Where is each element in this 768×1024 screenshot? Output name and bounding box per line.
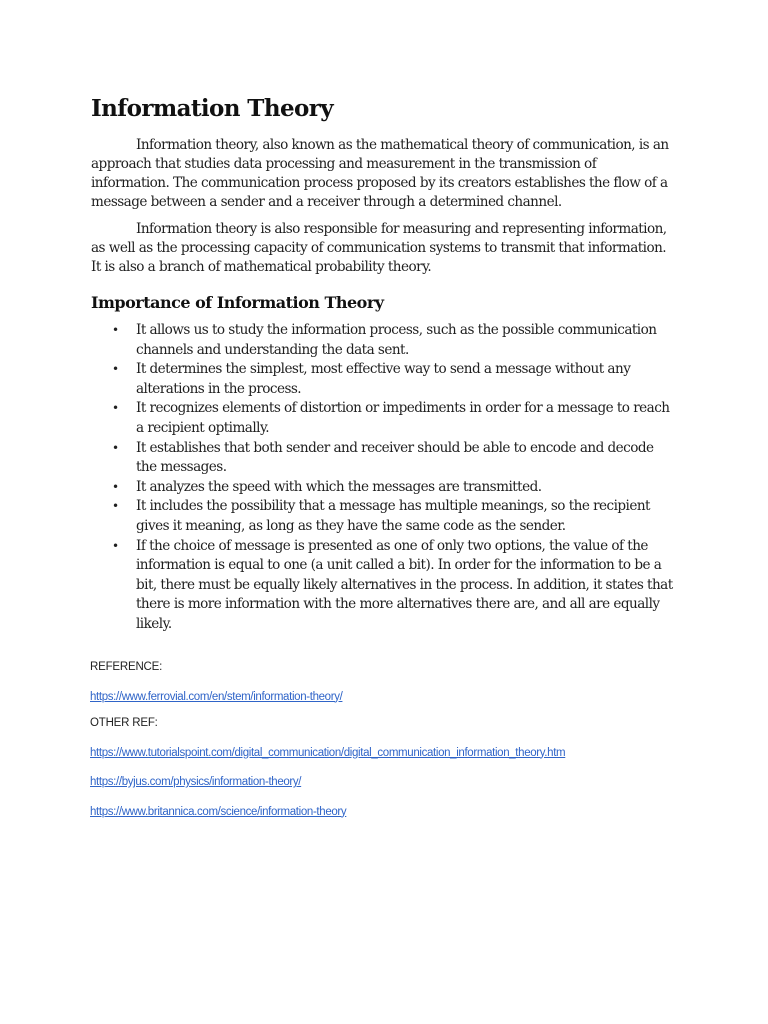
intro-paragraph: Information theory, also known as the mathematical theory of communication, is an approach that studies data processing and measurement in the transmission of information. The communication process proposed by its creators establishes the flow of a message between a sender and a receiver through a determined channel. [91, 137, 669, 210]
list-item [91, 321, 673, 360]
bullet-icon: • [112, 440, 119, 455]
list-item [91, 497, 673, 536]
other-link-row [90, 741, 710, 762]
reference-link-row [90, 685, 710, 706]
other-link-row [90, 770, 710, 791]
second-paragraph: Information theory is also responsible for measuring and representing information, as well as the processing capacity of communication systems to transmit that information. It is also a branch of mathematical probability theory. [91, 221, 667, 275]
bullet-icon: • [112, 323, 119, 337]
bullet-icon: • [112, 499, 119, 514]
bullet-icon: • [112, 401, 119, 416]
list-item [91, 439, 673, 478]
list-item [91, 399, 673, 438]
document-title: Information Theory [91, 95, 333, 122]
other-link-row [90, 800, 710, 821]
list-item-text: It recognizes elements of distortion or impediments in order for a message to reach a recipient optimally. [136, 400, 670, 436]
list-item-text: It includes the possibility that a message has multiple meanings, so the recipient gives it meaning, as long as they have the same code as the sender. [136, 498, 650, 534]
document-body [91, 92, 673, 635]
reference-link-byjus[interactable]: https://byjus.com/physics/information-theory/ [90, 776, 302, 788]
reference-label: REFERENCE: [90, 661, 163, 673]
list-item-text: It analyzes the speed with which the messages are transmitted. [136, 478, 542, 495]
list-item [91, 360, 673, 399]
bullet-icon: • [112, 362, 119, 377]
list-item-text: It establishes that both sender and receiver should be able to encode and decode the messages. [136, 439, 654, 476]
list-item-text: If the choice of message is presented as one of only two options, the value of the information is equal to one (a unit called a bit). In order for the information to be a bit, there must be equally likely alternatives in the process. In addition, it states that there is more information with the more alternatives there are, and all are equally likely. [136, 537, 673, 632]
bullet-icon: • [112, 538, 119, 553]
other-ref-label: OTHER REF: [90, 717, 158, 729]
references-section [90, 658, 710, 829]
list-item-text: It determines the simplest, most effective way to send a message without any alterations in the process. [136, 361, 631, 397]
reference-link-ferrovial[interactable]: https://www.ferrovial.com/en/stem/information-theory/ [90, 690, 343, 703]
list-item-text: It allows us to study the information process, such as the possible communication channels and understanding the data sent. [136, 322, 657, 358]
importance-list [91, 321, 673, 635]
reference-link-britannica[interactable]: https://www.britannica.com/science/information-theory [90, 805, 347, 818]
list-item [91, 478, 673, 498]
bullet-icon: • [112, 479, 119, 494]
section-heading: Importance of Information Theory [91, 293, 384, 312]
reference-link-tutorialspoint[interactable]: https://www.tutorialspoint.com/digital_communication/digital_communication_information_theory.htm [90, 746, 566, 759]
list-item [91, 537, 673, 635]
